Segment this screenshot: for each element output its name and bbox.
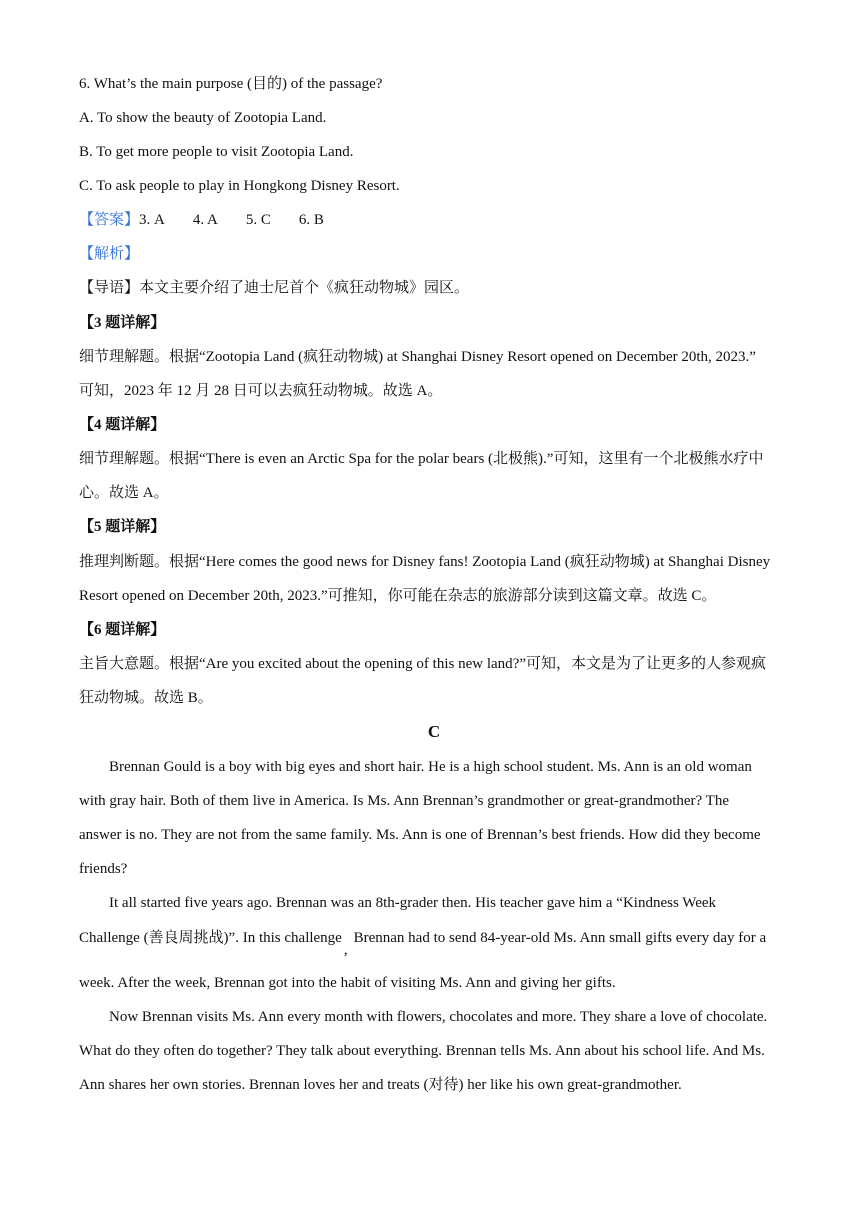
q5-line-2: Resort opened on December 20th, 2023.”可推知，你可能在杂志的旅游部分读到这篇文章。故选 C。 [79,588,717,604]
p2-line-2b: Brennan had to send 84-year-old Ms. Ann small gifts every day for a [353,930,767,946]
answer-5: 5. C [245,212,271,228]
p2-line-2a: Challenge (善良周挑战)”. In this challenge [79,930,342,946]
answer-line [79,210,324,230]
q5-line-1: 推理判断题。根据“Here comes the good news for Disney fans! Zootopia Land (疯狂动物城) at Shanghai Disney [79,554,771,570]
question-6-stem: 6. What’s the main purpose (目的) of the passage? [79,76,383,92]
section-c-title: C [427,722,441,741]
analysis-label: 【解析】 [79,246,140,262]
p1-line-2: with gray hair. Both of them live in America. Is Ms. Ann Brennan’s grandmother or great-grandmother? The [79,793,729,809]
p1-line-1: Brennan Gould is a boy with big eyes and short hair. He is a high school student. Ms. Ann is an old woman [109,759,752,775]
p2-line-1: It all started five years ago. Brennan was an 8th-grader then. His teacher gave him a “Kindness Week [109,895,717,911]
p2-line-2 [79,928,767,958]
answer-3: 3. A [139,212,165,228]
q4-line-1: 细节理解题。根据“There is even an Arctic Spa for the polar bears (北极熊).”可知，这里有一个北极熊水疗中 [79,451,764,467]
p1-line-4: friends? [79,861,128,877]
answer-4: 4. A [192,212,218,228]
q6-header: 【6 题详解】 [79,622,166,638]
q6-line-1: 主旨大意题。根据“Are you excited about the opening of this new land?”可知，本文是为了让更多的人参观疯 [79,656,766,672]
p2-line-2-comma: , [343,942,348,958]
option-c: C. To ask people to play in Hongkong Disney Resort. [79,178,400,194]
option-a: A. To show the beauty of Zootopia Land. [79,110,327,126]
p3-line-3: Ann shares her own stories. Brennan loves her and treats (对待) her like his own great-grandmother. [79,1077,682,1093]
q6-line-2: 狂动物城。故选 B。 [79,690,213,706]
answer-6: 6. B [298,212,324,228]
guide-text: 【导语】本文主要介绍了迪士尼首个《疯狂动物城》园区。 [79,280,470,296]
p1-line-3: answer is no. They are not from the same family. Ms. Ann is one of Brennan’s best friends. How did they become [79,827,761,843]
p3-line-2: What do they often do together? They talk about everything. Brennan tells Ms. Ann about his school life. And Ms. [79,1043,765,1059]
q3-header: 【3 题详解】 [79,315,166,331]
answer-label: 【答案】 [79,212,140,228]
q4-line-2: 心。故选 A。 [79,485,169,501]
p2-line-3: week. After the week, Brennan got into the habit of visiting Ms. Ann and giving her gifts. [79,975,616,991]
option-b: B. To get more people to visit Zootopia Land. [79,144,354,160]
q3-line-2: 可知，2023 年 12 月 28 日可以去疯狂动物城。故选 A。 [79,383,443,399]
q5-header: 【5 题详解】 [79,519,166,535]
p3-line-1: Now Brennan visits Ms. Ann every month with flowers, chocolates and more. They share a love of chocolate. [109,1009,768,1025]
q4-header: 【4 题详解】 [79,417,166,433]
q3-line-1: 细节理解题。根据“Zootopia Land (疯狂动物城) at Shanghai Disney Resort opened on December 20th, 2023.” [79,349,756,365]
